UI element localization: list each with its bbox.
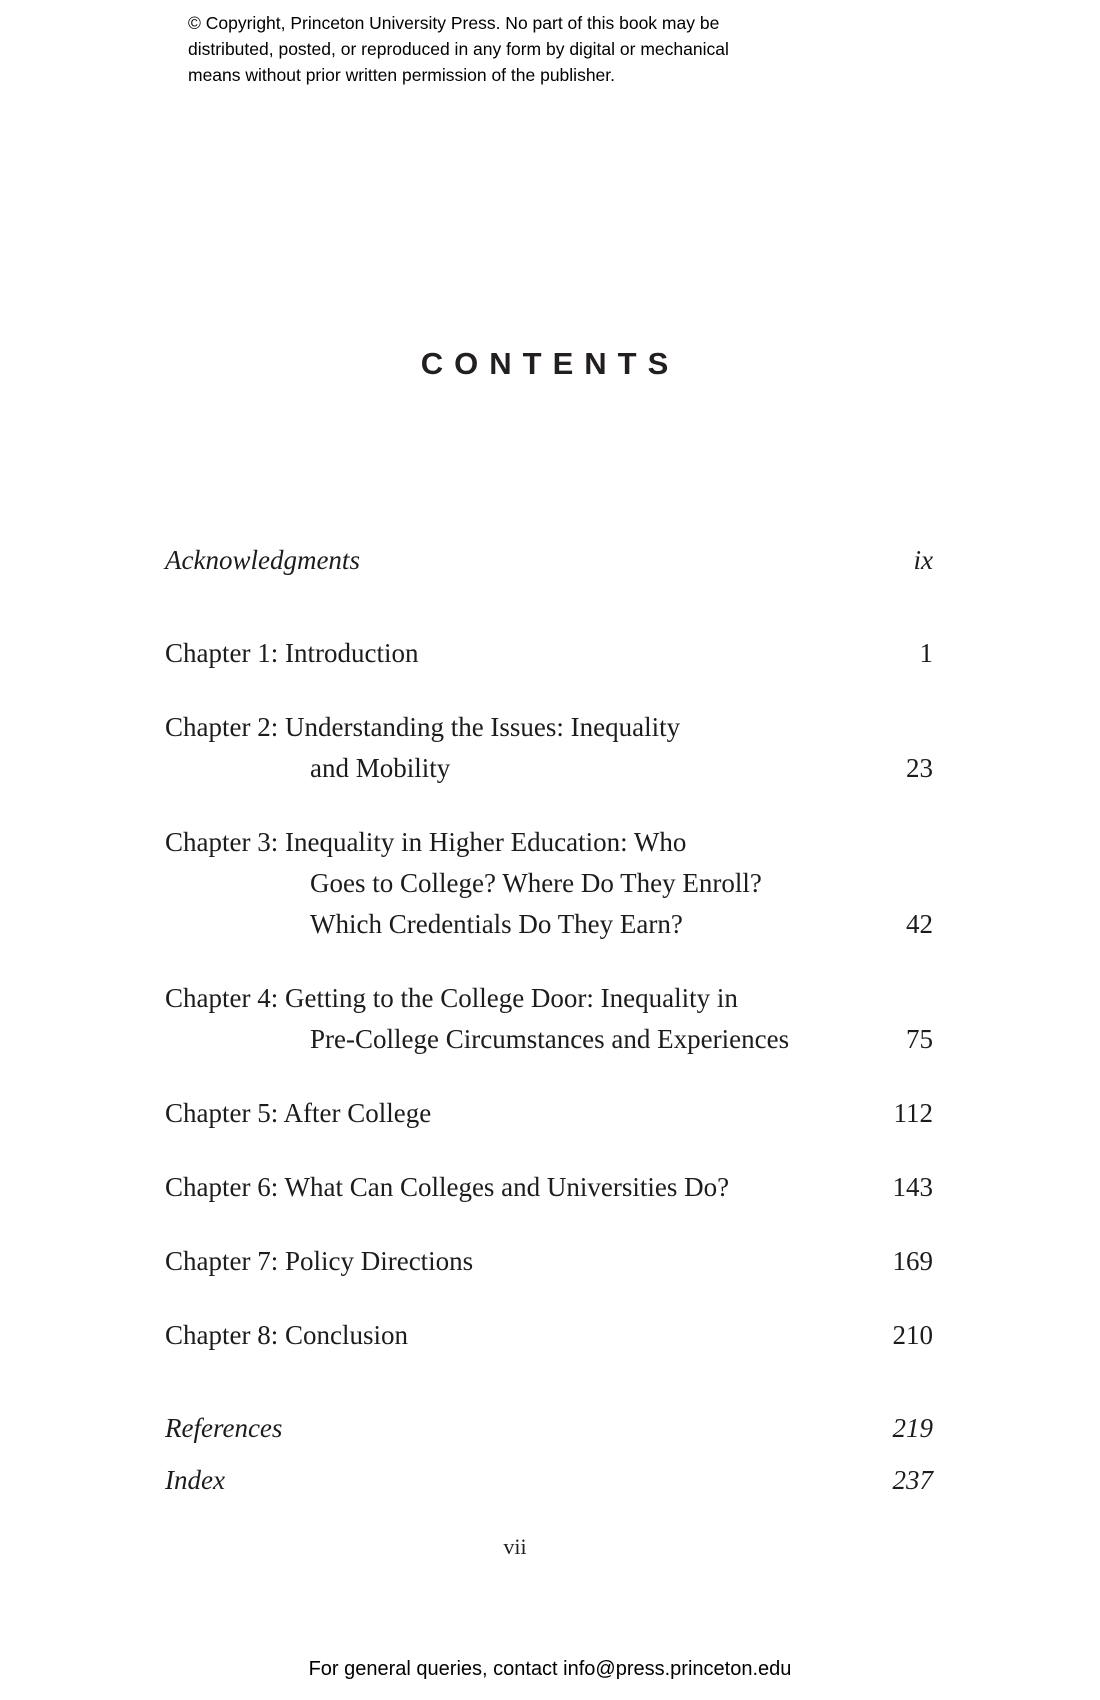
toc-entry-chapter-5 (165, 1093, 933, 1134)
copyright-line: © Copyright, Princeton University Press. No part of this book may be (188, 13, 720, 33)
toc-page-number: 42 (906, 909, 933, 939)
toc-entry-chapter-7 (165, 1241, 933, 1282)
toc-page-number: 75 (906, 1024, 933, 1054)
toc-page-number: 210 (892, 1320, 933, 1350)
toc-entry-title: Chapter 2: Understanding the Issues: Inequality and Mobility (165, 712, 681, 783)
toc-entry-title: Chapter 6: What Can Colleges and Universities Do? (165, 1172, 730, 1202)
book-contents-page (0, 10, 1100, 1700)
toc-entry-chapter-8 (165, 1315, 933, 1356)
toc-page-number: 1 (919, 638, 933, 668)
page-title: CONTENTS (420, 346, 680, 381)
toc-page-number: 23 (906, 753, 933, 783)
copyright-line: means without prior written permission of the publisher. (188, 65, 616, 85)
toc-entry-title: Chapter 4: Getting to the College Door: Inequality in Pre-College Circumstances and Experiences (165, 983, 790, 1054)
toc-entry-title: Acknowledgments (165, 545, 360, 575)
toc-entry-index (165, 1460, 933, 1501)
toc-entry-chapter-3 (165, 822, 933, 945)
toc-entry-references (165, 1408, 933, 1449)
copyright-line: distributed, posted, or reproduced in any form by digital or mechanical (188, 39, 729, 59)
toc-page-number: 237 (892, 1465, 933, 1495)
toc-page-number: 219 (892, 1413, 933, 1443)
toc-entry-title: Chapter 7: Policy Directions (165, 1246, 474, 1276)
toc-entry-title: Chapter 5: After College (165, 1098, 432, 1128)
toc-page-number: ix (913, 545, 933, 575)
toc-entry-chapter-1 (165, 633, 933, 674)
toc-entry-title: Index (165, 1465, 225, 1495)
copyright-notice (188, 10, 848, 88)
table-of-contents (165, 540, 933, 1501)
toc-entry-title: Chapter 3: Inequality in Higher Education: Who Goes to College? Where Do They Enroll? Which Credentials Do They Earn? (165, 827, 762, 939)
toc-entry-chapter-2 (165, 707, 933, 789)
toc-page-number: 143 (892, 1172, 933, 1202)
toc-entry-chapter-6 (165, 1167, 933, 1208)
toc-entry-title: Chapter 1: Introduction (165, 638, 419, 668)
toc-entry-chapter-4 (165, 978, 933, 1060)
toc-entry-acknowledgments (165, 540, 933, 581)
folio-page-number: vii (503, 1534, 527, 1559)
toc-page-number: 169 (892, 1246, 933, 1276)
toc-entry-title: Chapter 8: Conclusion (165, 1320, 408, 1350)
footer-contact-line: For general queries, contact info@press.princeton.edu (308, 1658, 792, 1680)
toc-entry-title: References (165, 1413, 283, 1443)
toc-page-number: 112 (893, 1098, 933, 1128)
